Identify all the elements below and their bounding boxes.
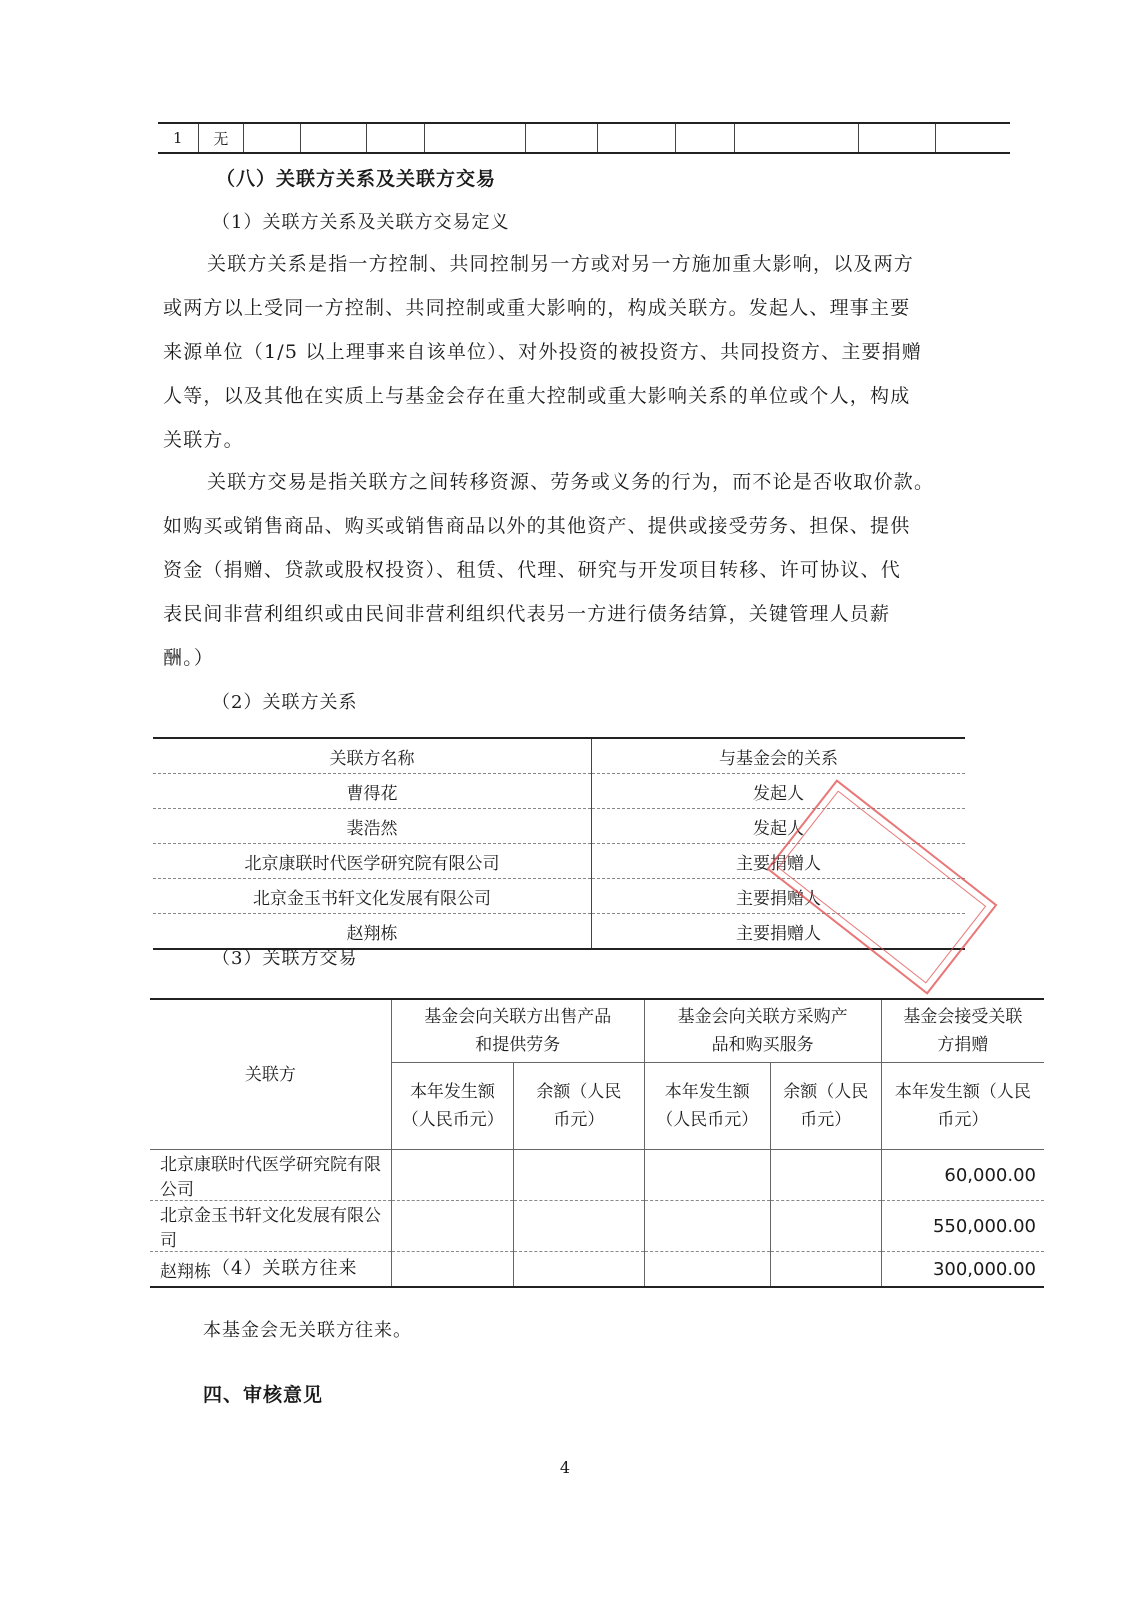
- party-name-cell: 北京康联时代医学研究院有限公司: [153, 844, 592, 879]
- table-cell: [526, 123, 598, 153]
- relation-cell: 主要捐赠人: [736, 923, 821, 944]
- header-sell-group: 基金会向关联方出售产品和提供劳务: [391, 999, 644, 1063]
- table-row: [150, 1201, 1044, 1252]
- empty-cell: [514, 1252, 645, 1288]
- table-cell: [424, 123, 526, 153]
- header-sell-balance: 余额（人民币元）: [514, 1063, 645, 1150]
- table-cell: [935, 123, 1010, 153]
- empty-cell: [644, 1201, 770, 1252]
- related-party-transaction-table: [150, 998, 1044, 1288]
- subsection-1-title: （1）关联方关系及关联方交易定义: [212, 212, 510, 233]
- empty-cell: [770, 1252, 881, 1288]
- table-cell: [676, 123, 734, 153]
- relation-cell: 发起人: [592, 809, 966, 844]
- header-donation-group: 基金会接受关联方捐赠: [881, 999, 1044, 1063]
- empty-cell: [644, 1252, 770, 1288]
- relation-cell: 主要捐赠人: [592, 879, 966, 914]
- empty-cell: [391, 1150, 513, 1201]
- relation-cell: 主要捐赠人: [592, 844, 966, 879]
- party-name-cell: 赵翔栋: [153, 914, 592, 950]
- paragraph-line: 或两方以上受同一方控制、共同控制或重大影响的，构成关联方。发起人、理事主要: [163, 297, 911, 319]
- empty-cell: [391, 1252, 513, 1288]
- paragraph-line: 关联方关系是指一方控制、共同控制另一方或对另一方施加重大影响，以及两方: [207, 253, 915, 275]
- paragraph-line: 表民间非营利组织或由民间非营利组织代表另一方进行债务结算，关键管理人员薪: [163, 603, 891, 625]
- header-sell-amount: 本年发生额（人民币元）: [391, 1063, 513, 1150]
- empty-cell: [514, 1150, 645, 1201]
- table-header-row: [153, 738, 965, 774]
- table-cell: [301, 123, 366, 153]
- empty-cell: [514, 1201, 645, 1252]
- header-party: 关联方: [150, 999, 391, 1150]
- subsection-3-title: （3）关联方交易: [212, 948, 358, 969]
- paragraph-line: 人等，以及其他在实质上与基金会存在重大控制或重大影响关系的单位或个人，构成: [163, 385, 911, 407]
- paragraph-line: 酬。）: [163, 647, 215, 669]
- table-cell: [598, 123, 676, 153]
- party-name-cell: 赵翔栋: [150, 1252, 391, 1288]
- party-name-cell: 曹得花: [153, 774, 592, 809]
- table-cell: [244, 123, 301, 153]
- party-name-cell: 北京金玉书轩文化发展有限公司: [153, 879, 592, 914]
- empty-cell: [644, 1150, 770, 1201]
- no-related-party-balances-text: 本基金会无关联方往来。: [203, 1320, 412, 1341]
- section-8-title: （八）关联方关系及关联方交易: [216, 168, 497, 190]
- donation-amount-cell: 60,000.00: [881, 1150, 1044, 1201]
- table-header-row: [150, 999, 1044, 1063]
- page-number: 4: [559, 1458, 571, 1477]
- table-row: [158, 123, 1010, 153]
- header-buy-amount: 本年发生额（人民币元）: [644, 1063, 770, 1150]
- table-row: [150, 1150, 1044, 1201]
- table-cell: 1: [173, 129, 183, 147]
- header-party-name: 关联方名称: [153, 738, 592, 774]
- subsection-2-title: （2）关联方关系: [212, 692, 358, 713]
- subsection-4-title: （4）关联方往来: [212, 1258, 358, 1279]
- paragraph-line: 如购买或销售商品、购买或销售商品以外的其他资产、提供或接受劳务、担保、提供: [163, 515, 911, 537]
- header-donation-amount: 本年发生额（人民币元）: [881, 1063, 1044, 1150]
- party-name-cell: 裴浩然: [153, 809, 592, 844]
- empty-cell: [770, 1150, 881, 1201]
- relation-cell: 发起人: [592, 774, 966, 809]
- donation-amount-cell: 550,000.00: [881, 1201, 1044, 1252]
- header-relation: 与基金会的关系: [592, 738, 966, 774]
- party-name-cell: 北京康联时代医学研究院有限公司: [150, 1150, 391, 1201]
- paragraph-line: 资金（捐赠、贷款或股权投资）、租赁、代理、研究与开发项目转移、许可协议、代: [163, 559, 901, 581]
- empty-cell: [391, 1201, 513, 1252]
- table-cell: 无: [198, 123, 244, 153]
- definition-paragraph-1: [163, 242, 963, 462]
- party-name-cell: 北京金玉书轩文化发展有限公司: [150, 1201, 391, 1252]
- table-cell: [366, 123, 424, 153]
- donation-amount-cell: 300,000.00: [881, 1252, 1044, 1288]
- empty-cell: [770, 1201, 881, 1252]
- section-4-title: 四、审核意见: [203, 1384, 324, 1406]
- paragraph-line: 关联方。: [163, 429, 244, 451]
- table-cell: [858, 123, 935, 153]
- table-cell: [734, 123, 858, 153]
- paragraph-line: 关联方交易是指关联方之间转移资源、劳务或义务的行为，而不论是否收取价款。: [207, 471, 935, 493]
- paragraph-line: 来源单位（1/5 以上理事来自该单位）、对外投资的被投资方、共同投资方、主要捐赠: [163, 341, 923, 363]
- definition-paragraph-2: [163, 460, 963, 680]
- header-buy-balance: 余额（人民币元）: [770, 1063, 881, 1150]
- header-buy-group: 基金会向关联方采购产品和购买服务: [644, 999, 881, 1063]
- top-table-fragment: [158, 122, 1010, 154]
